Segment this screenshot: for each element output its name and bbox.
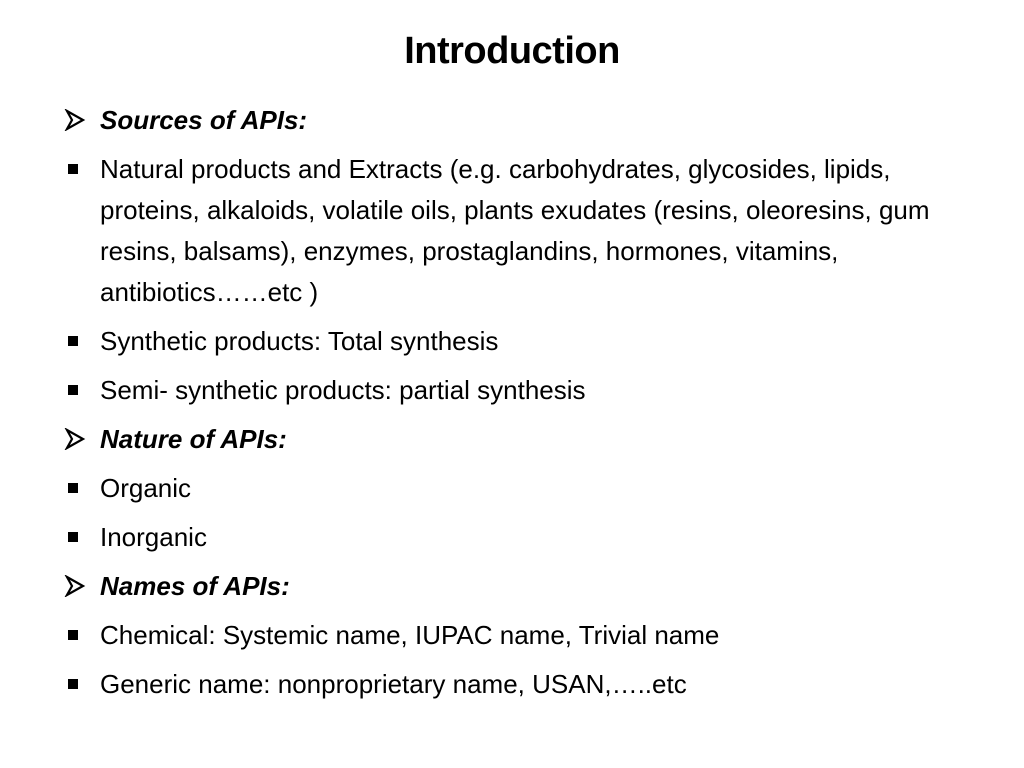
list-item-text: Chemical: Systemic name, IUPAC name, Trivial name (100, 620, 720, 650)
list-item-text: Synthetic products: Total synthesis (100, 326, 499, 356)
list-item (62, 370, 992, 411)
list-item-text: Generic name: nonproprietary name, USAN,…..etc (100, 669, 687, 699)
square-bullet-icon (62, 615, 92, 656)
bullet-list (62, 100, 992, 713)
list-item-text: Names of APIs: (100, 571, 290, 601)
square-bullet-icon (62, 517, 92, 558)
list-item-text: Organic (100, 473, 192, 503)
square-bullet-icon (62, 370, 92, 411)
list-item-text: Semi- synthetic products: partial synthesis (100, 375, 586, 405)
list-item (62, 664, 992, 705)
arrow-bullet-icon (62, 419, 92, 460)
arrow-bullet-icon (62, 100, 92, 141)
list-item (62, 615, 992, 656)
list-item (62, 517, 992, 558)
list-item-heading (62, 100, 992, 141)
list-item-heading (62, 419, 992, 460)
list-item-text: Inorganic (100, 522, 207, 552)
square-bullet-icon (62, 149, 92, 190)
list-item-text: Sources of APIs: (100, 105, 308, 135)
list-item-heading (62, 566, 992, 607)
square-bullet-icon (62, 468, 92, 509)
square-bullet-icon (62, 664, 92, 705)
list-item (62, 468, 992, 509)
arrow-bullet-icon (62, 566, 92, 607)
list-item (62, 149, 992, 313)
slide-title: Introduction (404, 30, 620, 72)
list-item-text: Nature of APIs: (100, 424, 287, 454)
list-item-text: Natural products and Extracts (e.g. carbohydrates, glycosides, lipids, proteins, alkaloids, volatile oils, plants exudates (resins, oleoresins, gum resins, balsams), enzymes, prostaglandins, hormones, vitamins, antibiotics……etc ) (100, 154, 930, 307)
list-item (62, 321, 992, 362)
square-bullet-icon (62, 321, 92, 362)
